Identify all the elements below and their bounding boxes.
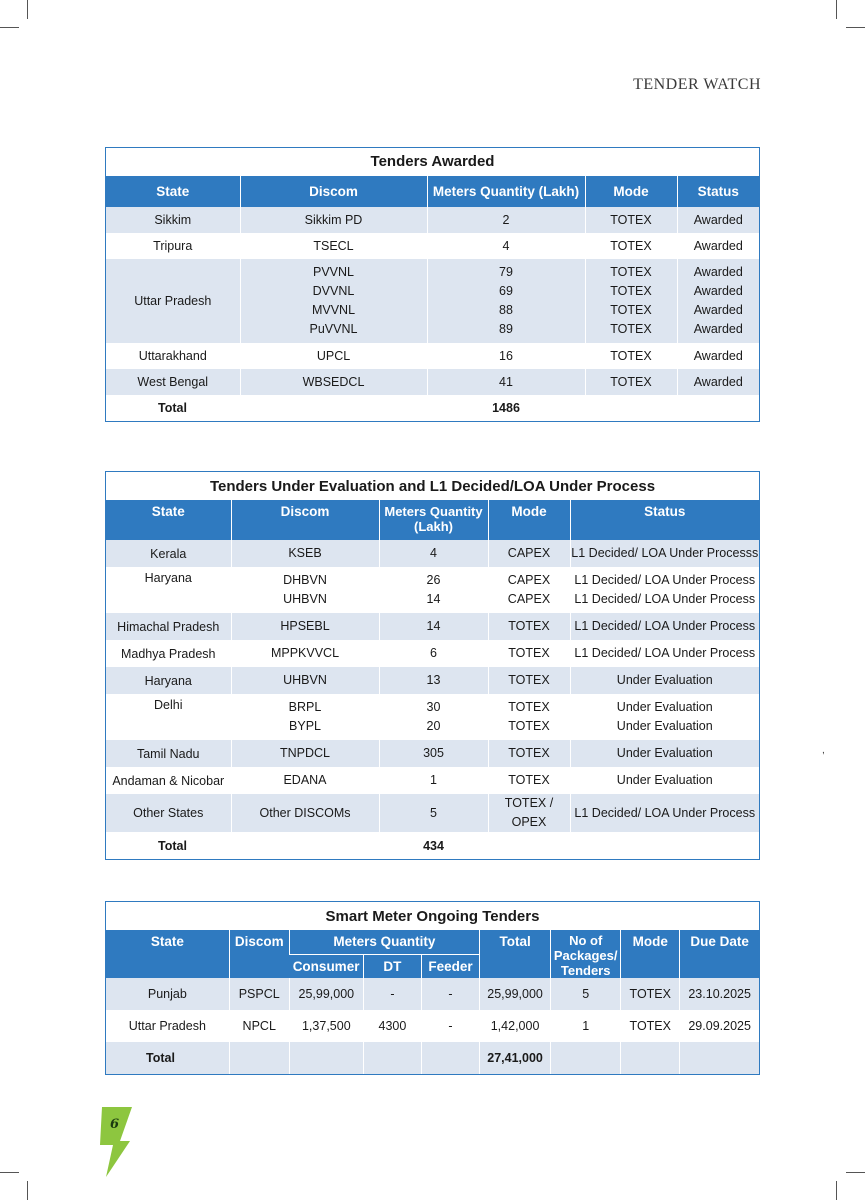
col-header-discom: Discom: [229, 930, 289, 978]
cell-quantity-line: 6: [430, 646, 437, 660]
cell-quantity-line: 1: [430, 773, 437, 787]
cell-discom-line: Sikkim PD: [304, 212, 363, 227]
cell-mode: [585, 259, 677, 343]
cell-mode-line: TOTEX: [508, 719, 550, 733]
total-label: Total: [106, 1042, 229, 1074]
cell-mode: [488, 794, 570, 832]
cell-mode: [488, 667, 570, 694]
table-row: [106, 207, 759, 233]
total-spacer: [551, 1042, 621, 1074]
cell-quantity: [379, 694, 488, 740]
cell-discom-line: Other DISCOMs: [259, 805, 351, 820]
cell-status: [570, 667, 759, 694]
cell-quantity-line: 89: [499, 322, 513, 336]
cell-status: [677, 233, 759, 259]
cell-discom: [231, 667, 379, 694]
cell-quantity: [427, 233, 585, 259]
total-spacer: [231, 832, 379, 859]
cell-quantity-line: 20: [426, 719, 441, 733]
total-spacer: [229, 1042, 289, 1074]
cell-quantity: [427, 259, 585, 343]
cell-quantity: [379, 740, 488, 767]
cell-quantity: [379, 640, 488, 667]
total-spacer: [421, 1042, 479, 1074]
cell-mode-line: TOTEX: [610, 322, 652, 336]
table-row: [106, 640, 759, 667]
cell-discom-line: UHBVN: [283, 673, 327, 687]
table-row: [106, 740, 759, 767]
col-header-quantity: Meters Quantity (Lakh): [427, 176, 585, 207]
cell-mode: [488, 640, 570, 667]
cell-status-line: Awarded: [693, 374, 743, 389]
cell-feeder: -: [421, 1010, 479, 1042]
cell-quantity-line: 4: [430, 546, 437, 560]
total-label: Total: [158, 401, 187, 415]
cell-discom-line: UHBVN: [283, 592, 327, 606]
cell-quantity-line: 16: [499, 348, 513, 363]
cell-mode-line: TOTEX: [610, 284, 652, 298]
cell-status-line: Awarded: [693, 348, 743, 363]
crop-mark: [0, 27, 19, 28]
cell-mode: [585, 369, 677, 395]
cell-status-line: Awarded: [693, 212, 743, 227]
cell-discom: [240, 207, 427, 233]
cell-quantity-line: 79: [499, 265, 513, 279]
table-title: Tenders Under Evaluation and L1 Decided/LOA Under Process: [209, 478, 656, 495]
total-row: [106, 832, 759, 859]
crop-mark: [27, 1181, 28, 1200]
cell-consumer: 25,99,000: [289, 978, 363, 1010]
cell-status: [570, 567, 759, 613]
cell-state: Tripura: [153, 239, 193, 253]
cell-mode-line: TOTEX: [508, 700, 550, 714]
cell-status-line: Under Evaluation: [616, 673, 713, 687]
cell-state: West Bengal: [106, 369, 240, 395]
ongoing-tenders-table: [105, 901, 760, 1075]
cell-quantity: [379, 667, 488, 694]
table-row: [106, 694, 759, 740]
cell-state: Andaman & Nicobar: [112, 773, 225, 788]
cell-discom-line: TNPDCL: [279, 746, 330, 760]
cell-state: Delhi: [154, 698, 183, 712]
cell-discom-line: KSEB: [288, 546, 322, 560]
cell-status-line: Awarded: [693, 322, 743, 336]
cell-quantity-line: 13: [426, 673, 441, 687]
cell-feeder: -: [421, 978, 479, 1010]
cell-quantity-line: 26: [426, 573, 441, 587]
total-spacer: [677, 395, 759, 421]
cell-quantity-line: 88: [499, 303, 513, 317]
cell-mode: [585, 233, 677, 259]
col-header-state: State: [106, 500, 231, 540]
cell-status: [677, 207, 759, 233]
cell-quantity: [427, 343, 585, 369]
cell-total: 25,99,000: [480, 978, 551, 1010]
cell-discom-line: HPSEBL: [280, 619, 330, 633]
cell-mode: [488, 567, 570, 613]
cell-mode: [488, 540, 570, 567]
cell-discom-line: BYPL: [289, 719, 321, 733]
cell-quantity-line: 4: [502, 238, 510, 253]
cell-status: [570, 640, 759, 667]
cell-discom-line: WBSEDCL: [302, 374, 365, 389]
cell-mode-line: TOTEX: [508, 646, 550, 660]
cell-state: Haryana: [106, 667, 231, 694]
cell-discom-line: MVVNL: [311, 303, 356, 317]
cell-status-line: Under Evaluation: [616, 746, 713, 760]
cell-discom: [231, 767, 379, 794]
cell-status: [570, 767, 759, 794]
cell-status: [570, 740, 759, 767]
table-title: Tenders Awarded: [370, 153, 495, 170]
cell-mode-line: TOTEX: [610, 238, 652, 253]
page-number-badge: [100, 1107, 134, 1177]
cell-mode: [585, 207, 677, 233]
cell-discom: [231, 567, 379, 613]
cell-discom-line: EDANA: [283, 773, 327, 787]
crop-mark: [846, 27, 865, 28]
total-spacer: [680, 1042, 759, 1074]
table-row: [106, 978, 759, 1010]
cell-mode-line: TOTEX: [610, 348, 652, 363]
col-header-quantity: Meters Quantity (Lakh): [379, 500, 488, 540]
col-header-due-date: Due Date: [680, 930, 759, 978]
cell-status-line: Awarded: [693, 284, 743, 298]
cell-state: Uttarakhand: [138, 349, 207, 363]
cell-discom: [240, 233, 427, 259]
cell-quantity: [379, 613, 488, 640]
cell-quantity-line: 14: [426, 592, 441, 606]
table-title: Smart Meter Ongoing Tenders: [325, 908, 540, 925]
cell-packages: 5: [551, 978, 621, 1010]
cell-mode: [488, 613, 570, 640]
cell-dt: 4300: [363, 1010, 421, 1042]
cell-discom-line: DVVNL: [312, 284, 355, 298]
cell-mode: [488, 740, 570, 767]
col-header-discom: Discom: [231, 500, 379, 540]
total-spacer: [570, 832, 759, 859]
cell-discom-line: UPCL: [316, 348, 351, 363]
cell-discom: PSPCL: [229, 978, 289, 1010]
cell-status: [677, 369, 759, 395]
cell-state: Madhya Pradesh: [120, 646, 216, 661]
col-header-mode: Mode: [488, 500, 570, 540]
crop-mark: [846, 1172, 865, 1173]
cell-status: [570, 694, 759, 740]
cell-mode: [488, 767, 570, 794]
cell-discom-line: MPPKVVCL: [270, 646, 340, 660]
cell-status-line: Awarded: [693, 238, 743, 253]
cell-state: Tamil Nadu: [106, 740, 231, 767]
cell-mode: [488, 694, 570, 740]
cell-state: Sikkim: [106, 207, 240, 233]
table-row: [106, 567, 759, 613]
cell-mode-line: CAPEX: [507, 546, 551, 560]
evaluation-grid: [106, 500, 759, 859]
cell-mode-line: TOTEX: [508, 673, 550, 687]
table-row: [106, 369, 759, 395]
total-spacer: [488, 832, 570, 859]
cell-quantity: [379, 540, 488, 567]
cell-quantity: [379, 767, 488, 794]
cell-discom: [231, 794, 379, 832]
cell-quantity-line: 69: [499, 284, 513, 298]
col-header-status: Status: [677, 176, 759, 207]
page-number: 6: [110, 1117, 120, 1132]
total-value: 434: [379, 832, 488, 859]
cell-consumer: 1,37,500: [289, 1010, 363, 1042]
cell-dt: -: [363, 978, 421, 1010]
cell-mode: TOTEX: [621, 978, 680, 1010]
cell-discom: [240, 343, 427, 369]
cell-due: 29.09.2025: [680, 1010, 759, 1042]
cell-status-line: Under Evaluation: [616, 700, 713, 714]
total-row: [106, 1042, 759, 1074]
cell-quantity-line: 5: [430, 805, 437, 820]
total-spacer: [363, 1042, 421, 1074]
cell-quantity: [379, 794, 488, 832]
cell-state: Himachal Pradesh: [106, 613, 231, 640]
crop-mark: [0, 1172, 19, 1173]
cell-mode-line: TOTEX: [508, 773, 550, 787]
cell-quantity: [379, 567, 488, 613]
cell-quantity: [427, 207, 585, 233]
cell-status-line: L1 Decided/ LOA Under Process: [574, 646, 756, 660]
col-header-state: State: [106, 176, 240, 207]
tenders-awarded-table: [105, 147, 760, 422]
table-row: [106, 613, 759, 640]
col-header-discom: Discom: [240, 176, 427, 207]
total-spacer: [240, 395, 427, 421]
cell-state: Uttar Pradesh: [128, 1019, 206, 1033]
cell-discom: [240, 259, 427, 343]
cell-state: Other States: [106, 794, 231, 832]
cell-quantity-line: 14: [426, 619, 441, 633]
crop-mark: [836, 0, 837, 19]
cell-status-line: Awarded: [693, 265, 743, 279]
table-row: [106, 1010, 759, 1042]
table-row: [106, 343, 759, 369]
cell-discom: [231, 694, 379, 740]
awarded-grid: [106, 176, 759, 421]
cell-mode-line: TOTEX: [508, 619, 550, 633]
cell-mode-line: TOTEX: [610, 212, 652, 227]
cell-status-line: Under Evaluation: [616, 719, 713, 733]
cell-state: Kerala: [106, 540, 231, 567]
crop-mark: [836, 1181, 837, 1200]
table-row: [106, 667, 759, 694]
table-row: [106, 794, 759, 832]
cell-mode-line: CAPEX: [507, 592, 551, 606]
total-label: Total: [158, 838, 187, 853]
cell-status: [677, 343, 759, 369]
cell-mode: [585, 343, 677, 369]
col-header-consumer: Consumer: [289, 954, 363, 978]
cell-discom: [231, 740, 379, 767]
cell-status: [570, 540, 759, 567]
col-header-state: State: [106, 930, 229, 978]
table-row: [106, 233, 759, 259]
col-header-mode: Mode: [585, 176, 677, 207]
col-header-total: Total: [480, 930, 551, 978]
cell-mode-line: TOTEX: [508, 746, 550, 760]
cell-status-line: Awarded: [693, 303, 743, 317]
cell-discom: [240, 369, 427, 395]
cell-total: 1,42,000: [480, 1010, 551, 1042]
cell-status-line: L1 Decided/ LOA Under Process: [574, 619, 756, 633]
cell-discom: [231, 613, 379, 640]
col-header-feeder: Feeder: [421, 954, 479, 978]
ongoing-grid: [106, 930, 759, 1074]
table-row: [106, 767, 759, 794]
total-spacer: [289, 1042, 363, 1074]
cell-mode-line: TOTEX: [610, 374, 652, 389]
cell-discom: [231, 540, 379, 567]
cell-packages: 1: [551, 1010, 621, 1042]
cell-discom: [231, 640, 379, 667]
cell-status: [570, 794, 759, 832]
total-value: 27,41,000: [480, 1042, 551, 1074]
cell-status: [570, 613, 759, 640]
col-header-mode: Mode: [621, 930, 680, 978]
cell-discom-line: DHBVN: [283, 573, 327, 587]
cell-status-line: L1 Decided/ LOA Under Processs: [571, 546, 759, 560]
col-header-meters-quantity: Meters Quantity: [289, 930, 479, 954]
col-header-status: Status: [570, 500, 759, 540]
cell-mode-line: TOTEX: [610, 265, 652, 279]
cell-mode-line: TOTEX: [610, 303, 652, 317]
cell-quantity-line: 30: [426, 700, 441, 714]
cell-state: Uttar Pradesh: [106, 259, 240, 343]
cell-state: Haryana: [144, 571, 192, 585]
table-row: [106, 540, 759, 567]
page-header-title: TENDER WATCH: [633, 76, 761, 93]
cell-status: [677, 259, 759, 343]
cell-quantity-line: 2: [502, 212, 510, 227]
total-spacer: [621, 1042, 680, 1074]
cell-mode: TOTEX: [621, 1010, 680, 1042]
cell-discom-line: PuVVNL: [309, 322, 358, 336]
cell-status-line: L1 Decided/ LOA Under Process: [574, 592, 756, 606]
total-spacer: [585, 395, 677, 421]
col-header-packages: No of Packages/ Tenders: [551, 930, 621, 978]
cell-quantity-line: 41: [499, 374, 513, 389]
total-value: 1486: [427, 395, 585, 421]
cell-mode-line: CAPEX: [507, 573, 551, 587]
cell-state: Punjab: [106, 978, 229, 1010]
cell-mode-line: TOTEX / OPEX: [504, 796, 554, 829]
stray-mark: ,: [822, 745, 825, 756]
table-row: [106, 259, 759, 343]
cell-status-line: L1 Decided/ LOA Under Process: [574, 805, 756, 820]
crop-mark: [27, 0, 28, 19]
cell-status-line: Under Evaluation: [616, 773, 713, 787]
col-header-dt: DT: [363, 954, 421, 978]
cell-quantity: [427, 369, 585, 395]
cell-due: 23.10.2025: [680, 978, 759, 1010]
total-row: [106, 395, 759, 421]
tenders-evaluation-table: [105, 471, 760, 860]
cell-status-line: L1 Decided/ LOA Under Process: [574, 573, 756, 587]
cell-discom-line: BRPL: [288, 700, 322, 714]
cell-discom-line: TSECL: [313, 238, 354, 253]
cell-discom: NPCL: [229, 1010, 289, 1042]
cell-discom-line: PVVNL: [313, 265, 354, 279]
cell-quantity-line: 305: [423, 746, 444, 760]
